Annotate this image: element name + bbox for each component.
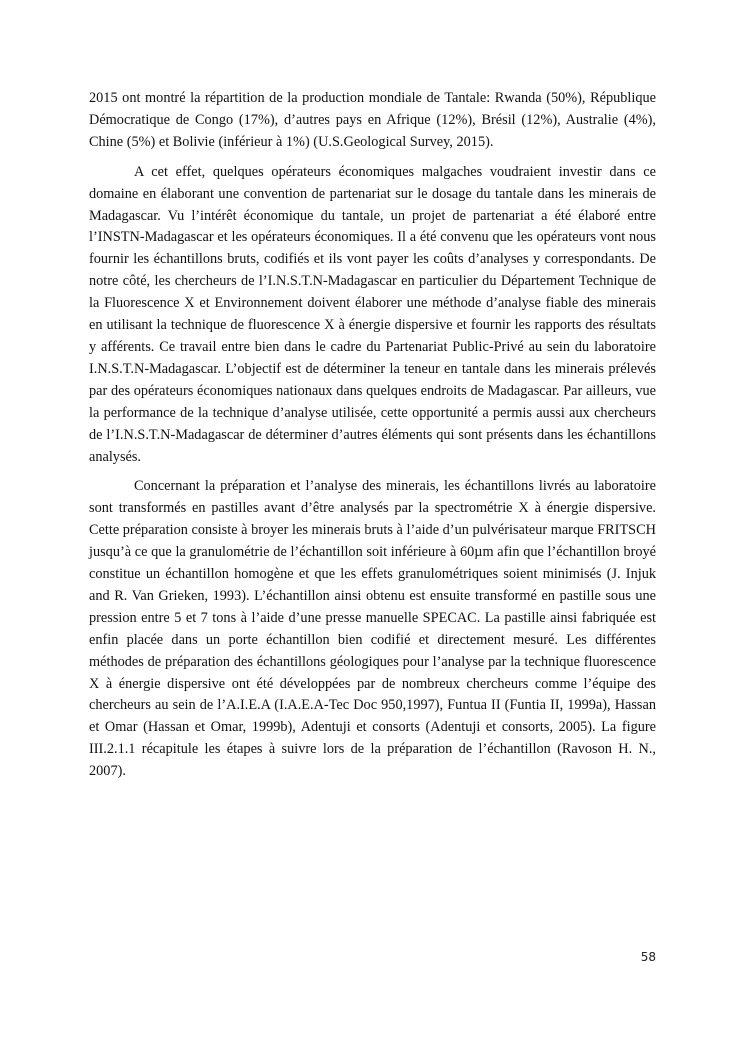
page-number: 58 [640, 950, 656, 964]
paragraph-sample-preparation: Concernant la préparation et l’analyse des minerais, les échantillons livrés au laboratoire sont transformés en pastilles avant d’être analysés par la spectrométrie X à énergie dispersive. Cette préparation consiste à broyer les minerais bruts à l’aide d’un pulvérisateur marque FRITSCH jusqu’à ce que la granulométrie de l’échantillon soit inférieure à 60µm afin que l’échantillon broyé constitue un échantillon homogène et que les effets granulométriques soient minimisés (J. Injuk and R. Van Grieken, 1993). L’échantillon ainsi obtenu est ensuite transformé en pastille sous une pression entre 5 et 7 tons à l’aide d’une presse manuelle SPECAC. La pastille ainsi fabriquée est enfin placée dans un porte échantillon bien codifié et directement mesuré. Les différentes méthodes de préparation des échantillons géologiques pour l’analyse par la technique fluorescence X à énergie dispersive ont été développées par de nombreux chercheurs comme l’équipe des chercheurs au sein de l’A.I.E.A (I.A.E.A-Tec Doc 950,1997), Funtua II (Funtia II, 1999a), Hassan et Omar (Hassan et Omar, 1999b), Adentuji et consorts (Adentuji et consorts, 2005). La figure III.2.1.1 récapitule les étapes à suivre lors de la préparation de l’échantillon (Ravoson H. N., 2007). [89, 478, 656, 780]
paragraph-partnership: A cet effet, quelques opérateurs économiques malgaches voudraient investir dans ce domaine en élaborant une convention de partenariat sur le dosage du tantale dans les minerais de Madagascar. Vu l’intérêt économique du tantale, un projet de partenariat a été élaboré entre l’INSTN-Madagascar et les opérateurs économiques. Il a été convenu que les opérateurs vont nous fournir les échantillons bruts, codifiés et ils vont payer les coûts d’analyses y correspondants. De notre côté, les chercheurs de l’I.N.S.T.N-Madagascar en particulier du Département Technique de la Fluorescence X et Environnement doivent élaborer une méthode d’analyse fiable des minerais en utilisant la technique de fluorescence X à énergie dispersive et fournir les rapports des résultats y afférents. Ce travail entre bien dans le cadre du Partenariat Public-Privé au sein du laboratoire I.N.S.T.N-Madagascar. L’objectif est de déterminer la teneur en tantale dans les minerais prélevés par des opérateurs économiques nationaux dans quelques endroits de Madagascar. Par ailleurs, vue la performance de la technique d’analyse utilisée, cette opportunité a permis aussi aux chercheurs de l’I.N.S.T.N-Madagascar de déterminer d’autres éléments qui sont présents dans les échantillons analysés. [89, 163, 656, 465]
paragraph-production-distribution: 2015 ont montré la répartition de la production mondiale de Tantale: Rwanda (50%), République Démocratique de Congo (17%), d’autres pays en Afrique (12%), Brésil (12%), Australie (4%), Chine (5%) et Bolivie (inférieur à 1%) (U.S.Geological Survey, 2015). [89, 90, 656, 150]
body-text [89, 88, 656, 791]
